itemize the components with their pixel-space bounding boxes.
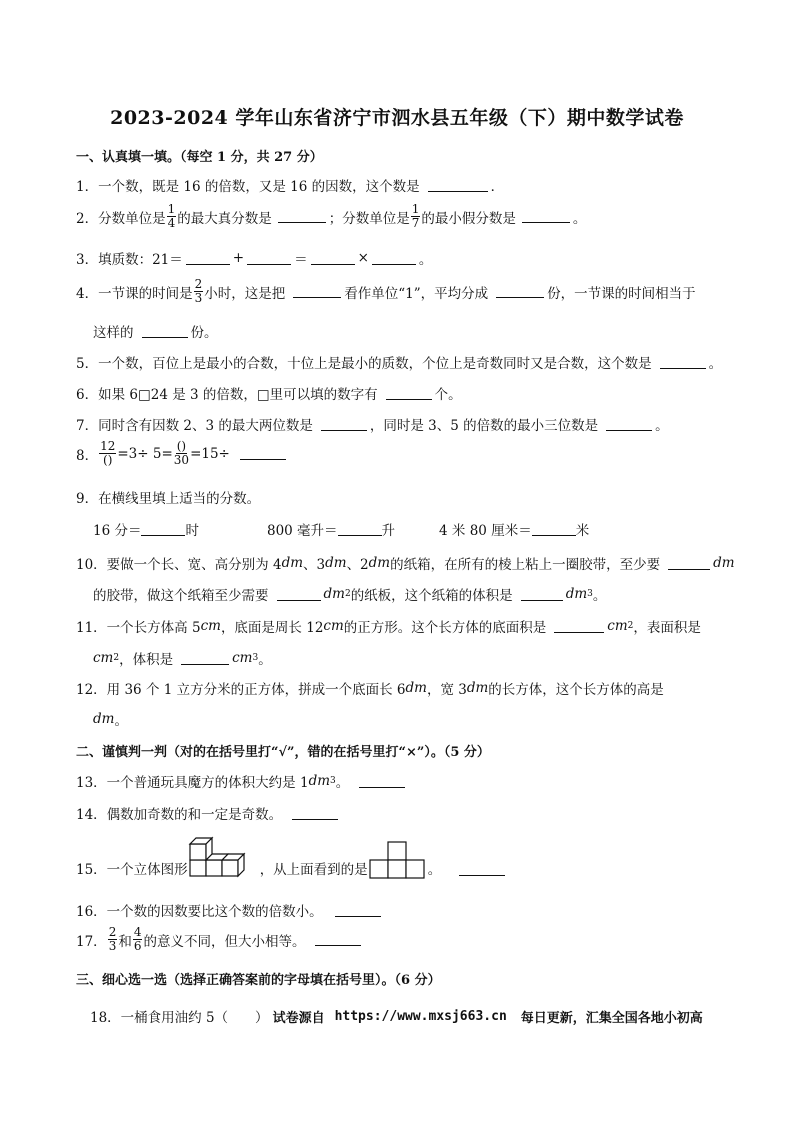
question-12-cont xyxy=(93,709,128,729)
q4-text-a: 4．一节课的时间是 xyxy=(76,285,193,302)
q7-text-a: 7．同时含有因数 2、3 的最大两位数是 xyxy=(76,418,313,434)
q8-text-a: 8． xyxy=(76,447,99,464)
q13-text: 13．一个普通玩具魔方的体积大约是 1 xyxy=(76,775,309,791)
q9-blank-2[interactable] xyxy=(338,523,382,536)
q12-end: 。 xyxy=(114,713,128,729)
section-3-heading: 三、细心选一选（选择正确答案前的字母填在括号里）。（6 分） xyxy=(76,973,441,988)
q10-blank-3[interactable] xyxy=(521,588,563,601)
q17-and: 和 xyxy=(118,933,132,950)
section-2-heading: 二、谨慎判一判（对的在括号里打“√”，错的在括号里打“×”）。（5 分） xyxy=(76,745,490,760)
q17-blank[interactable] xyxy=(315,933,361,946)
q3-text: 3．填质数：21＝ xyxy=(76,252,183,268)
q1-answer-blank[interactable] xyxy=(428,179,488,192)
q4-text-c: 看作单位“1”，平均分成 xyxy=(344,285,489,302)
q10-text-a: 10．要做一个长、宽、高分别为 4 xyxy=(76,557,282,573)
q17-text-a: 17． xyxy=(76,933,107,950)
q10-square-sup: 2 xyxy=(344,589,351,599)
q4-fraction: $\frac{2}{3}$ xyxy=(194,277,203,305)
q10-text-f: 的纸板，这个纸箱的体积是 xyxy=(350,588,513,604)
q11-blank-2[interactable] xyxy=(181,652,229,665)
q9-item-2: 800 毫升＝ xyxy=(266,523,338,539)
q10-text-d: 的纸箱，在所有的棱上粘上一圈胶带，至少要 xyxy=(390,557,661,573)
q18-text: 18．一桶食用油约 5（ ） xyxy=(90,1010,269,1026)
q10-blank-1[interactable] xyxy=(668,557,710,570)
q4-text-b: 小时，这是把 xyxy=(204,285,286,302)
q8-fraction-1: $\frac{12}{()}$ xyxy=(100,439,116,467)
question-8 xyxy=(76,440,289,467)
q12-unit-2: dm xyxy=(466,680,489,696)
question-18 xyxy=(90,1006,703,1026)
q8-blank[interactable] xyxy=(240,447,286,460)
q17-text-b: 的意义不同，但大小相等。 xyxy=(143,933,306,950)
q10-text-b: 、3 xyxy=(303,557,326,573)
q9-item-3: 4 米 80 厘米＝ xyxy=(439,523,532,539)
q10-unit-1: dm xyxy=(281,555,304,571)
q2-end: 。 xyxy=(572,210,587,227)
q5-end: 。 xyxy=(708,356,723,372)
q9-item-1: 16 分＝ xyxy=(93,523,142,539)
q2-text-b: 的最大真分数是 xyxy=(177,210,272,227)
q17-fraction-2: $\frac{4}{6}$ xyxy=(133,925,142,953)
q7-end: 。 xyxy=(655,418,669,434)
q4-blank-3[interactable] xyxy=(142,325,188,338)
q9-blank-3[interactable] xyxy=(532,523,576,536)
q9-blank-1[interactable] xyxy=(141,523,185,536)
watermark-tail: 每日更新，汇集全国各地小初高 xyxy=(520,1010,703,1026)
q10-text-e: 的胶带，做这个纸箱至少需要 xyxy=(93,588,269,604)
q13-blank[interactable] xyxy=(359,775,405,788)
top-view-image xyxy=(368,840,428,880)
q13-cube-sup: 3 xyxy=(330,776,336,786)
question-10-cont xyxy=(93,584,606,604)
question-11-cont xyxy=(93,648,272,668)
q16-blank[interactable] xyxy=(335,904,381,917)
q13-end: 。 xyxy=(335,775,350,791)
q11-square-sup-2: 2 xyxy=(113,653,120,663)
question-12 xyxy=(76,678,664,698)
q11-text-e: ，体积是 xyxy=(119,652,174,668)
q1-text: 1．一个数，既是 16 的倍数，又是 16 的因数，这个数是 xyxy=(76,179,420,195)
q2-answer-blank-1[interactable] xyxy=(278,210,326,223)
q3-blank-1[interactable] xyxy=(186,252,230,265)
question-16 xyxy=(76,900,384,920)
q11-unit-4: cm xyxy=(93,650,114,666)
q14-text: 14．偶数加奇数的和一定是奇数。 xyxy=(76,807,283,823)
q4-text-f: 份。 xyxy=(190,325,218,341)
question-3 xyxy=(76,248,432,268)
q11-unit-1: cm xyxy=(200,618,221,634)
q5-text: 5．一个数，百位上是最小的合数，十位上是最小的质数，个位上是奇数同时又是合数，这个数是 xyxy=(76,356,652,372)
q15-text-b: ，从上面看到的是 xyxy=(259,862,368,878)
q3-blank-4[interactable] xyxy=(372,252,416,265)
q11-square-sup-1: 2 xyxy=(627,621,634,631)
q12-unit-1: dm xyxy=(405,680,427,696)
question-15 xyxy=(76,834,508,880)
q2-text-a: 2．分数单位是 xyxy=(76,210,166,227)
question-13 xyxy=(76,771,408,791)
q6-end: 个。 xyxy=(434,387,462,403)
q3-blank-3[interactable] xyxy=(311,252,355,265)
question-11 xyxy=(76,616,701,636)
q13-unit: dm xyxy=(308,773,331,789)
question-4 xyxy=(76,278,696,305)
q7-text-b: ，同时是 3、5 的倍数的最小三位数是 xyxy=(369,418,599,434)
question-5 xyxy=(76,352,722,372)
q11-unit-3: cm xyxy=(607,618,628,634)
q3-blank-2[interactable] xyxy=(247,252,291,265)
q11-unit-2: cm xyxy=(323,618,344,634)
q7-blank-1[interactable] xyxy=(321,418,367,431)
q6-text: 6．如果 6□24 是 3 的倍数，□里可以填的数字有 xyxy=(76,387,378,403)
question-14 xyxy=(76,803,341,823)
q4-text-d: 份，一节课的时间相当于 xyxy=(547,285,696,302)
q2-fraction-2: $\frac{1}{7}$ xyxy=(411,202,420,230)
q4-text-e: 这样的 xyxy=(93,325,134,341)
solid-figure-image xyxy=(188,834,260,880)
q3-plus: + xyxy=(232,250,245,266)
q11-text-b: ，底面是周长 12 xyxy=(220,620,324,636)
q1-end: ． xyxy=(490,179,505,195)
q10-blank-2[interactable] xyxy=(277,588,321,601)
q11-text-d: ，表面积是 xyxy=(633,620,701,636)
q15-blank[interactable] xyxy=(459,863,505,876)
q8-fraction-2: $\frac{()}{30}$ xyxy=(173,439,190,467)
question-9-items xyxy=(93,519,589,539)
q2-answer-blank-2[interactable] xyxy=(522,210,570,223)
q2-text-d: 的最小假分数是 xyxy=(421,210,516,227)
q10-unit-3: dm xyxy=(368,555,391,571)
q11-text-a: 11．一个长方体高 5 xyxy=(76,620,201,636)
q11-blank-1[interactable] xyxy=(554,620,604,633)
q5-blank[interactable] xyxy=(660,356,706,369)
page-title: 2023-2024 学年山东省济宁市泗水县五年级（下）期中数学试卷 xyxy=(110,107,684,129)
watermark-url[interactable]: https://www.mxsj663.cn xyxy=(334,1008,507,1024)
q9-unit-3: 米 xyxy=(575,523,590,539)
q10-unit-6: dm xyxy=(565,586,588,602)
q11-text-c: 的正方形。这个长方体的底面积是 xyxy=(343,620,547,636)
q11-unit-5: cm xyxy=(232,650,253,666)
q8-text-c: =15÷ xyxy=(190,445,230,462)
question-4-cont xyxy=(93,321,218,341)
q2-fraction-1: $\frac{1}{4}$ xyxy=(167,202,176,230)
q14-blank[interactable] xyxy=(292,807,338,820)
q10-cube-sup: 3 xyxy=(587,589,593,599)
q10-unit-2: dm xyxy=(325,555,347,571)
question-2 xyxy=(76,203,586,230)
q10-unit-5: dm xyxy=(323,586,345,602)
q9-unit-2: 升 xyxy=(381,523,396,539)
q15-text-a: 15．一个立体图形 xyxy=(76,862,188,878)
q15-end: 。 xyxy=(427,862,442,878)
q9-text: 9．在横线里填上适当的分数。 xyxy=(76,491,261,507)
q8-text-b: =3÷ 5= xyxy=(117,445,173,462)
q10-unit-4: dm xyxy=(713,555,735,571)
q12-unit-3: dm xyxy=(93,711,115,727)
q6-blank[interactable] xyxy=(386,387,432,400)
q12-text-c: 的长方体，这个长方体的高是 xyxy=(488,682,664,698)
q12-text-a: 12．用 36 个 1 立方分米的正方体，拼成一个底面长 6 xyxy=(76,682,406,698)
q4-blank-2[interactable] xyxy=(496,285,544,298)
q3-end: 。 xyxy=(418,252,433,268)
q3-equals: ＝ xyxy=(294,252,308,268)
q12-text-b: ，宽 3 xyxy=(426,682,467,698)
q7-blank-2[interactable] xyxy=(606,418,652,431)
q11-cube-sup: 3 xyxy=(252,653,259,663)
question-6 xyxy=(76,383,462,403)
q2-text-c: ；分数单位是 xyxy=(328,210,410,227)
question-9 xyxy=(76,487,260,507)
q9-unit-1: 时 xyxy=(185,523,199,539)
q10-text-c: 、2 xyxy=(346,557,369,573)
question-7 xyxy=(76,414,669,434)
q10-end: 。 xyxy=(592,588,607,604)
question-1 xyxy=(76,175,504,195)
q16-text: 16．一个数的因数要比这个数的倍数小。 xyxy=(76,904,323,920)
q17-fraction-1: $\frac{2}{3}$ xyxy=(108,925,117,953)
watermark-label: 试卷源自 xyxy=(272,1010,325,1026)
q11-end: 。 xyxy=(258,652,272,668)
q4-blank-1[interactable] xyxy=(293,285,341,298)
question-17 xyxy=(76,926,364,953)
question-10 xyxy=(76,553,735,573)
section-1-heading: 一、认真填一填。（每空 1 分，共 27 分） xyxy=(76,150,323,165)
q3-times: × xyxy=(357,250,369,266)
